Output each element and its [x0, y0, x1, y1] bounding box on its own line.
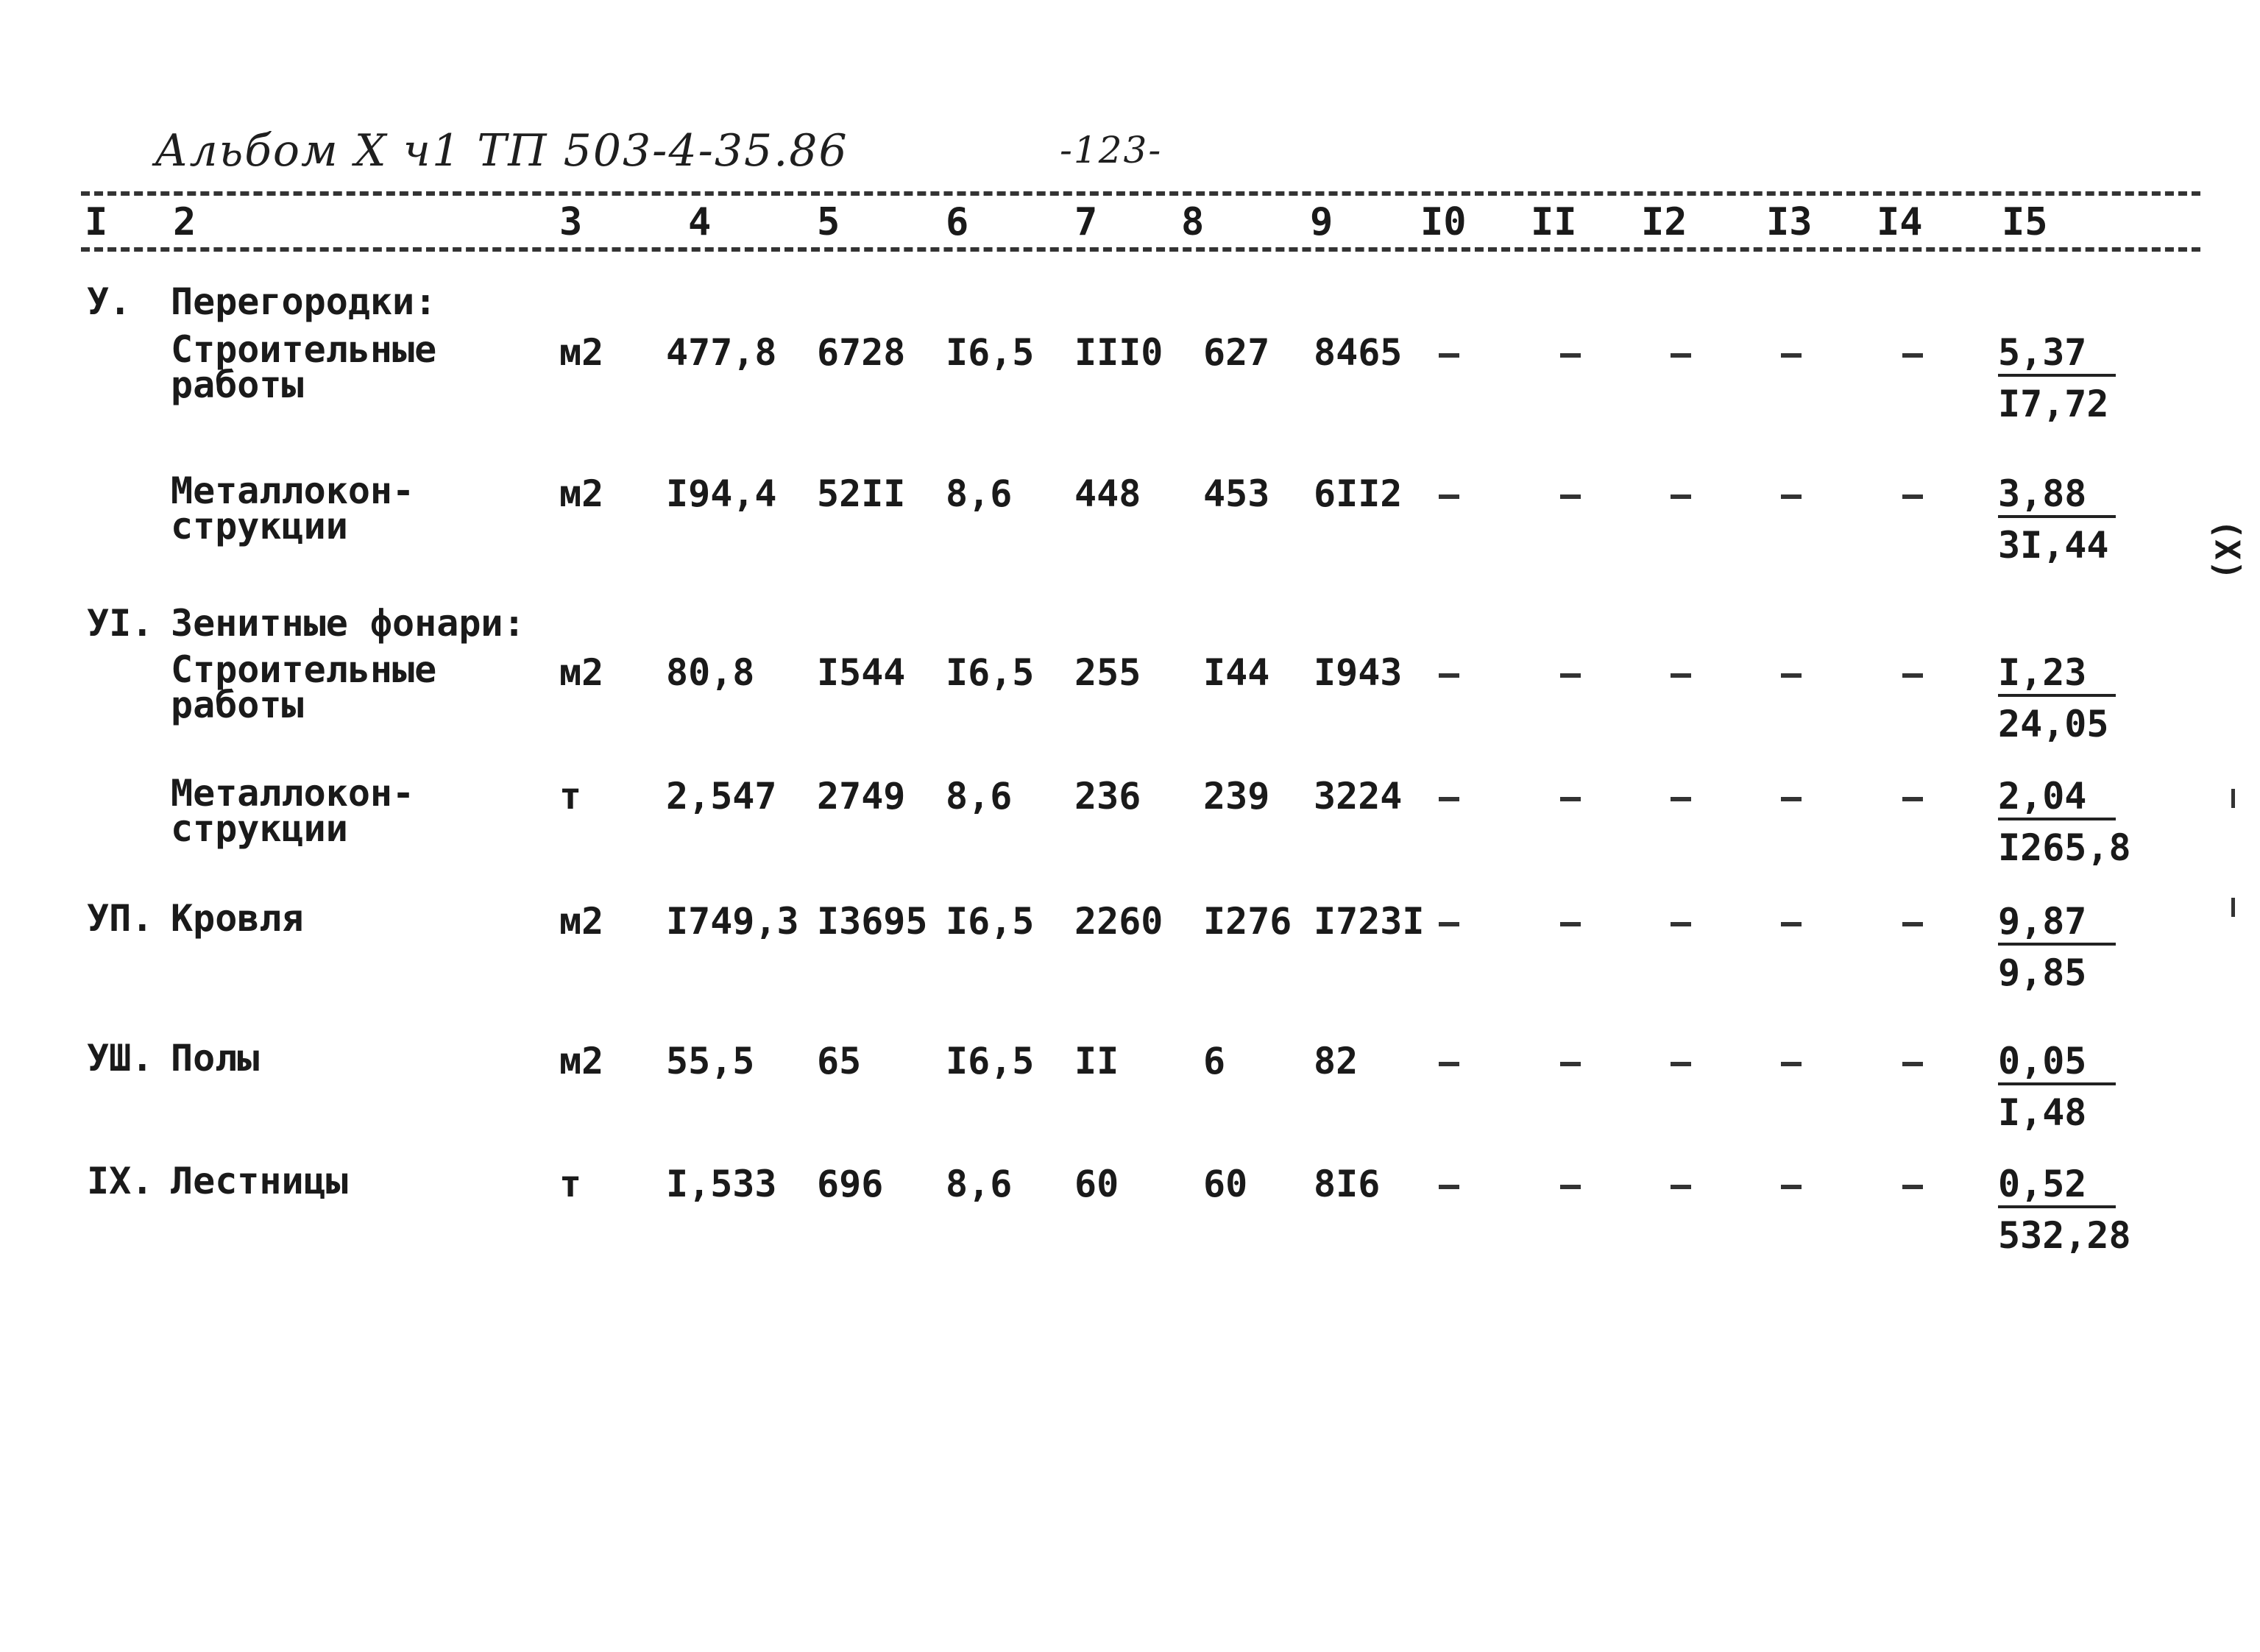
value-cell: 6728: [817, 331, 906, 374]
value-cell: I943: [1314, 651, 1403, 694]
section-numeral: УП.: [87, 897, 154, 940]
empty-dash: [1560, 353, 1581, 358]
fraction-numerator: 0,05: [1998, 1040, 2116, 1085]
value-cell: 2260: [1074, 900, 1163, 943]
column-header: I0: [1420, 200, 1467, 244]
row-name: Кровля: [171, 897, 304, 940]
value-cell: 6: [1203, 1040, 1226, 1082]
fraction-denominator: 9,85: [1998, 951, 2087, 994]
unit-cell: м2: [559, 651, 604, 694]
value-cell: 80,8: [666, 651, 755, 694]
column-header: I2: [1641, 200, 1687, 244]
unit-cell: м2: [559, 1040, 604, 1082]
row-name: Металлокон-: [171, 469, 415, 512]
empty-dash: [1439, 494, 1459, 499]
value-cell: I6,5: [946, 331, 1035, 374]
unit-cell: м2: [559, 900, 604, 943]
row-name: Металлокон-: [171, 772, 415, 815]
empty-dash: [1902, 922, 1923, 926]
empty-dash: [1781, 1185, 1802, 1189]
empty-dash: [1439, 922, 1459, 926]
empty-dash: [1439, 797, 1459, 801]
column-header: 4: [688, 200, 712, 244]
empty-dash: [1902, 1185, 1923, 1189]
value-cell: 236: [1074, 775, 1141, 818]
fraction-numerator: 9,87: [1998, 900, 2116, 946]
section-numeral: УШ.: [87, 1037, 154, 1080]
empty-dash: [1902, 1062, 1923, 1066]
value-cell: I44: [1203, 651, 1270, 694]
empty-dash: [1781, 353, 1802, 358]
empty-dash: [1671, 494, 1691, 499]
value-cell: I749,3: [666, 900, 799, 943]
fraction-denominator: 532,28: [1998, 1214, 2131, 1257]
value-cell: I544: [817, 651, 906, 694]
value-cell: 8465: [1314, 331, 1403, 374]
empty-dash: [1560, 494, 1581, 499]
column-header: I5: [2002, 200, 2048, 244]
empty-dash: [1781, 494, 1802, 499]
section-numeral: IX.: [87, 1160, 154, 1202]
section-title: Перегородки:: [171, 280, 437, 323]
column-header: 7: [1074, 200, 1098, 244]
fraction-denominator: 3I,44: [1998, 524, 2109, 567]
empty-dash: [1560, 922, 1581, 926]
empty-dash: [1902, 353, 1923, 358]
value-cell: 448: [1074, 472, 1141, 515]
column-header: I3: [1766, 200, 1813, 244]
empty-dash: [1560, 1185, 1581, 1189]
column-header: I4: [1877, 200, 1923, 244]
row-name: струкции: [171, 505, 348, 547]
unit-cell: м2: [559, 472, 604, 515]
value-cell: 60: [1074, 1163, 1119, 1205]
empty-dash: [1439, 353, 1459, 358]
fraction-denominator: 24,05: [1998, 703, 2109, 745]
value-cell: 477,8: [666, 331, 777, 374]
empty-dash: [1439, 1185, 1459, 1189]
row-name: Лестницы: [171, 1160, 348, 1202]
fraction-numerator: I,23: [1998, 651, 2116, 697]
value-cell: 6II2: [1314, 472, 1403, 515]
column-header: 6: [946, 200, 969, 244]
empty-dash: [1671, 1062, 1691, 1066]
empty-dash: [1671, 922, 1691, 926]
row-name: работы: [171, 684, 304, 726]
margin-mark: (Х): [2207, 519, 2247, 581]
fraction-numerator: 2,04: [1998, 775, 2116, 820]
column-header: II: [1531, 200, 1577, 244]
margin-tick: [2231, 789, 2235, 808]
row-name: Строительные: [171, 328, 437, 371]
value-cell: 60: [1203, 1163, 1248, 1205]
value-cell: I6,5: [946, 651, 1035, 694]
unit-cell: м2: [559, 331, 604, 374]
empty-dash: [1902, 494, 1923, 499]
fraction-numerator: 3,88: [1998, 472, 2116, 518]
section-title: Зенитные фонари:: [171, 602, 525, 645]
margin-tick: [2231, 898, 2235, 917]
section-numeral: У.: [87, 280, 132, 323]
unit-cell: т: [559, 1163, 582, 1205]
album-title: Альбом Х ч1 ТП 503-4-35.86: [155, 125, 849, 177]
value-cell: 453: [1203, 472, 1270, 515]
value-cell: 52II: [817, 472, 906, 515]
empty-dash: [1671, 353, 1691, 358]
unit-cell: т: [559, 775, 582, 818]
empty-dash: [1560, 673, 1581, 678]
empty-dash: [1560, 797, 1581, 801]
value-cell: I3695: [817, 900, 928, 943]
value-cell: 255: [1074, 651, 1141, 694]
column-header: 3: [559, 200, 583, 244]
value-cell: 2,547: [666, 775, 777, 818]
value-cell: I276: [1203, 900, 1292, 943]
row-name: Строительные: [171, 648, 437, 691]
value-cell: II: [1074, 1040, 1119, 1082]
row-name: струкции: [171, 807, 348, 850]
value-cell: I6,5: [946, 1040, 1035, 1082]
empty-dash: [1439, 673, 1459, 678]
empty-dash: [1439, 1062, 1459, 1066]
value-cell: 3224: [1314, 775, 1403, 818]
value-cell: 8I6: [1314, 1163, 1381, 1205]
column-header-row: [0, 200, 2260, 252]
column-header: 8: [1181, 200, 1205, 244]
column-header: I: [85, 200, 108, 244]
value-cell: 55,5: [666, 1040, 755, 1082]
column-header: 2: [173, 200, 196, 244]
value-cell: I94,4: [666, 472, 777, 515]
empty-dash: [1560, 1062, 1581, 1066]
row-name: Полы: [171, 1037, 260, 1080]
empty-dash: [1671, 797, 1691, 801]
value-cell: III0: [1074, 331, 1163, 374]
fraction-denominator: I,48: [1998, 1091, 2087, 1134]
fraction-numerator: 0,52: [1998, 1163, 2116, 1208]
value-cell: I723I: [1314, 900, 1425, 943]
empty-dash: [1781, 673, 1802, 678]
fraction-numerator: 5,37: [1998, 331, 2116, 377]
section-numeral: УI.: [87, 602, 154, 645]
value-cell: 65: [817, 1040, 862, 1082]
row-name: работы: [171, 364, 304, 406]
value-cell: 8,6: [946, 472, 1013, 515]
empty-dash: [1671, 1185, 1691, 1189]
column-header: 5: [817, 200, 840, 244]
value-cell: 8,6: [946, 1163, 1013, 1205]
value-cell: I6,5: [946, 900, 1035, 943]
empty-dash: [1781, 1062, 1802, 1066]
fraction-denominator: I265,8: [1998, 826, 2131, 869]
empty-dash: [1781, 922, 1802, 926]
empty-dash: [1781, 797, 1802, 801]
fraction-denominator: I7,72: [1998, 383, 2109, 425]
value-cell: 82: [1314, 1040, 1359, 1082]
value-cell: 8,6: [946, 775, 1013, 818]
value-cell: 239: [1203, 775, 1270, 818]
value-cell: I,533: [666, 1163, 777, 1205]
value-cell: 2749: [817, 775, 906, 818]
page-number: -123-: [1060, 129, 1163, 171]
empty-dash: [1671, 673, 1691, 678]
column-header: 9: [1310, 200, 1333, 244]
value-cell: 696: [817, 1163, 884, 1205]
empty-dash: [1902, 797, 1923, 801]
empty-dash: [1902, 673, 1923, 678]
header-top-rule: [81, 191, 2200, 196]
value-cell: 627: [1203, 331, 1270, 374]
